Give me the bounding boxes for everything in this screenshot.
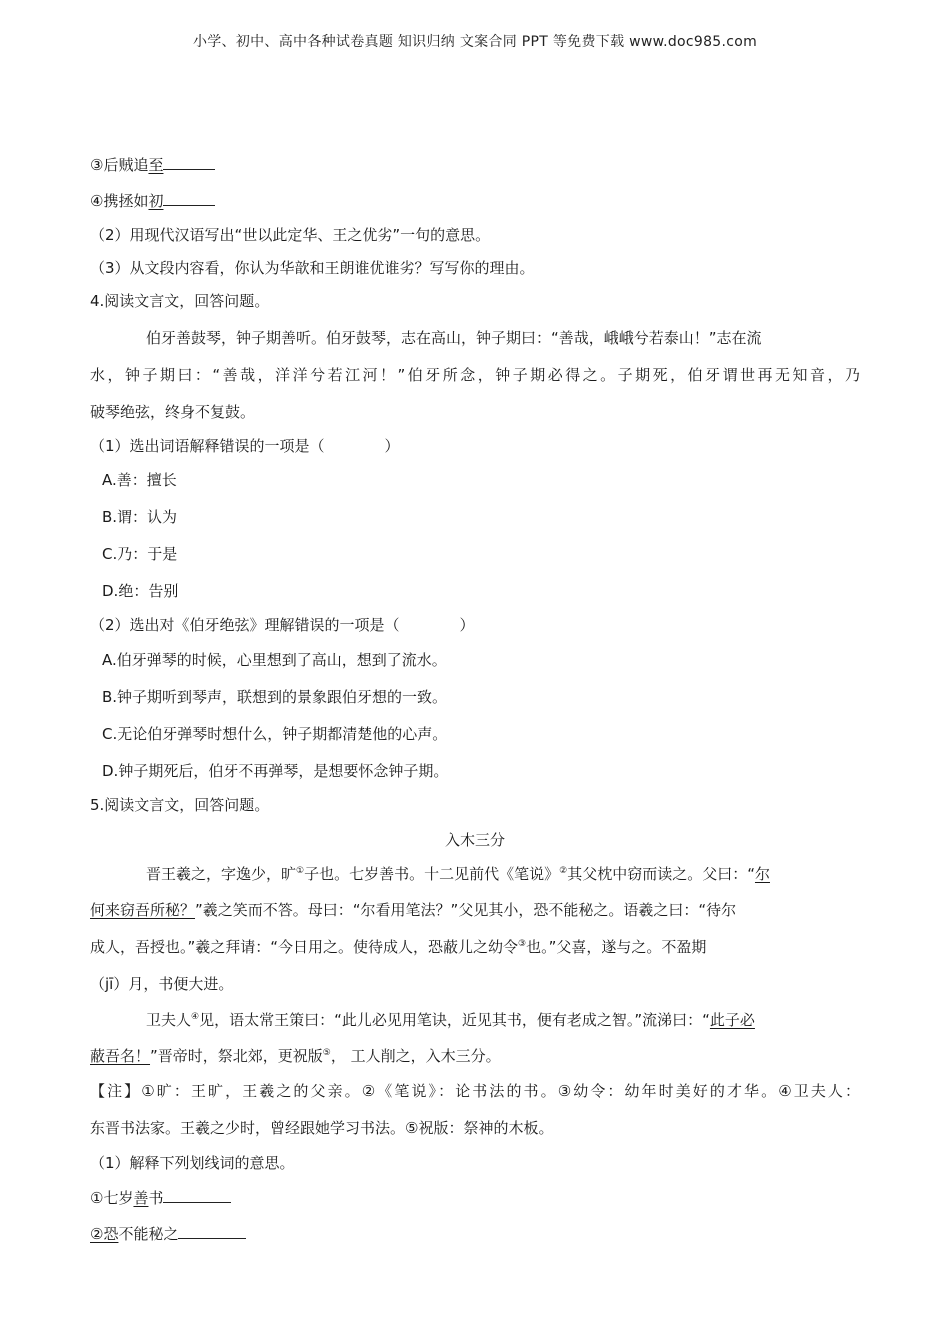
q5-note-line: 东晋书法家。王羲之少时，曾经跟她学习书法。⑤祝版：祭神的木板。 <box>90 1119 554 1137</box>
q5-passage-title: 入木三分 <box>444 831 505 849</box>
q4-sub1-option-d[interactable]: D.绝：告别 <box>102 582 179 600</box>
text: 子也。七岁善书。十二见前代《笔说》 <box>304 865 560 883</box>
text: 晋王羲之，字逸少，旷 <box>146 865 297 883</box>
q4-sub2-option-a[interactable]: A.伯牙弹琴的时候，心里想到了高山，想到了流水。 <box>102 651 447 669</box>
q3-item4 <box>90 190 215 211</box>
underlined-text: 此子必 <box>709 1011 755 1029</box>
text: 卫夫人 <box>146 1011 192 1029</box>
underlined-text: 善 <box>133 1189 149 1207</box>
underlined-text: 蔽吾名！ <box>90 1047 151 1065</box>
q4-sub2: （2）选出对《伯牙绝弦》理解错误的一项是（ ） <box>90 616 475 634</box>
text: 书 <box>148 1189 164 1207</box>
q3-item4-underlined: 初 <box>148 192 164 210</box>
answer-blank[interactable] <box>163 154 215 170</box>
q5-passage-line <box>90 937 706 957</box>
q4-sub2-option-d[interactable]: D.钟子期死后，伯牙不再弹琴，是想要怀念钟子期。 <box>102 762 449 780</box>
q3-item3-underlined: 至 <box>148 156 164 174</box>
answer-blank[interactable] <box>163 190 215 206</box>
footnote-mark: ⑤ <box>322 1048 331 1058</box>
footnote-mark: ④ <box>191 1012 200 1022</box>
underlined-text: 尔 <box>754 865 770 883</box>
text: ”羲之笑而不答。母曰：“尔看用笔法？”父见其小，恐不能秘之。语羲之曰：“待尔 <box>195 901 737 919</box>
q4-sub1-option-b[interactable]: B.谓：认为 <box>102 508 178 526</box>
q4-passage-line: 破琴绝弦，终身不复鼓。 <box>90 403 256 421</box>
q5-item2 <box>90 1223 246 1244</box>
q4-title: 4.阅读文言文，回答问题。 <box>90 292 270 310</box>
q5-item1 <box>90 1187 231 1208</box>
text: 也。”父喜，遂与之。不盈期 <box>526 938 707 956</box>
q5-sub1: （1）解释下列划线词的意思。 <box>90 1154 295 1172</box>
answer-blank[interactable] <box>163 1187 231 1203</box>
q4-sub2-option-c[interactable]: C.无论伯牙弹琴时想什么，钟子期都清楚他的心声。 <box>102 725 448 743</box>
text: 成人，吾授也。”羲之拜请：“今日用之。使待成人，恐蔽儿之幼令 <box>90 938 519 956</box>
q5-passage-line: （jī）月，书便大进。 <box>90 975 234 993</box>
q4-sub1: （1）选出词语解释错误的一项是（ ） <box>90 437 400 455</box>
q5-note-line: 【注】①旷：王旷，王羲之的父亲。②《笔说》：论书法的书。③幼令：幼年时美好的才华。④卫夫人： <box>90 1082 860 1100</box>
text: 不能秘之 <box>118 1225 179 1243</box>
footnote-mark: ② <box>559 866 568 876</box>
text: ， 工人削之，入木三分。 <box>330 1047 501 1065</box>
answer-blank[interactable] <box>178 1223 246 1239</box>
q5-passage-line <box>146 864 770 884</box>
text: 其父枕中窃而读之。父曰：“ <box>567 865 755 883</box>
footnote-mark: ③ <box>518 939 527 949</box>
footnote-mark: ① <box>296 866 305 876</box>
q5-passage-line <box>146 1010 755 1030</box>
q3-item3 <box>90 154 215 175</box>
q4-passage-line: 伯牙善鼓琴，钟子期善听。伯牙鼓琴，志在高山，钟子期曰：“善哉，峨峨兮若泰山！”志在流 <box>146 329 762 347</box>
text: ①七岁 <box>90 1189 134 1207</box>
q5-passage-line <box>90 1046 501 1066</box>
q4-sub1-option-a[interactable]: A.善：擅长 <box>102 471 177 489</box>
q3-item4-text: ④携拯如 <box>90 192 149 210</box>
q3-sub3: （3）从文段内容看，你认为华歆和王朗谁优谁劣？写写你的理由。 <box>90 259 535 277</box>
page-header: 小学、初中、高中各种试卷真题 知识归纳 文案合同 PPT 等免费下载 www.doc985.com <box>192 34 758 50</box>
q5-title: 5.阅读文言文，回答问题。 <box>90 796 270 814</box>
underlined-text: ②恐 <box>90 1225 119 1243</box>
q5-passage-line <box>90 900 736 920</box>
q4-sub2-option-b[interactable]: B.钟子期听到琴声，联想到的景象跟伯牙想的一致。 <box>102 688 448 706</box>
q4-sub1-option-c[interactable]: C.乃：于是 <box>102 545 178 563</box>
text: ”晋帝时，祭北郊，更祝版 <box>150 1047 323 1065</box>
q3-sub2: （2）用现代汉语写出“世以此定华、王之优劣”一句的意思。 <box>90 226 491 244</box>
text: 见，语太常王策曰：“此儿必见用笔诀，近见其书，便有老成之智。”流涕曰：“ <box>199 1011 710 1029</box>
q3-item3-text: ③后贼追 <box>90 156 149 174</box>
underlined-text: 何来窃吾所秘？ <box>90 901 196 919</box>
q4-passage-line: 水，钟子期曰：“善哉，洋洋兮若江河！”伯牙所念，钟子期必得之。子期死，伯牙谓世再无知音，乃 <box>90 366 860 384</box>
